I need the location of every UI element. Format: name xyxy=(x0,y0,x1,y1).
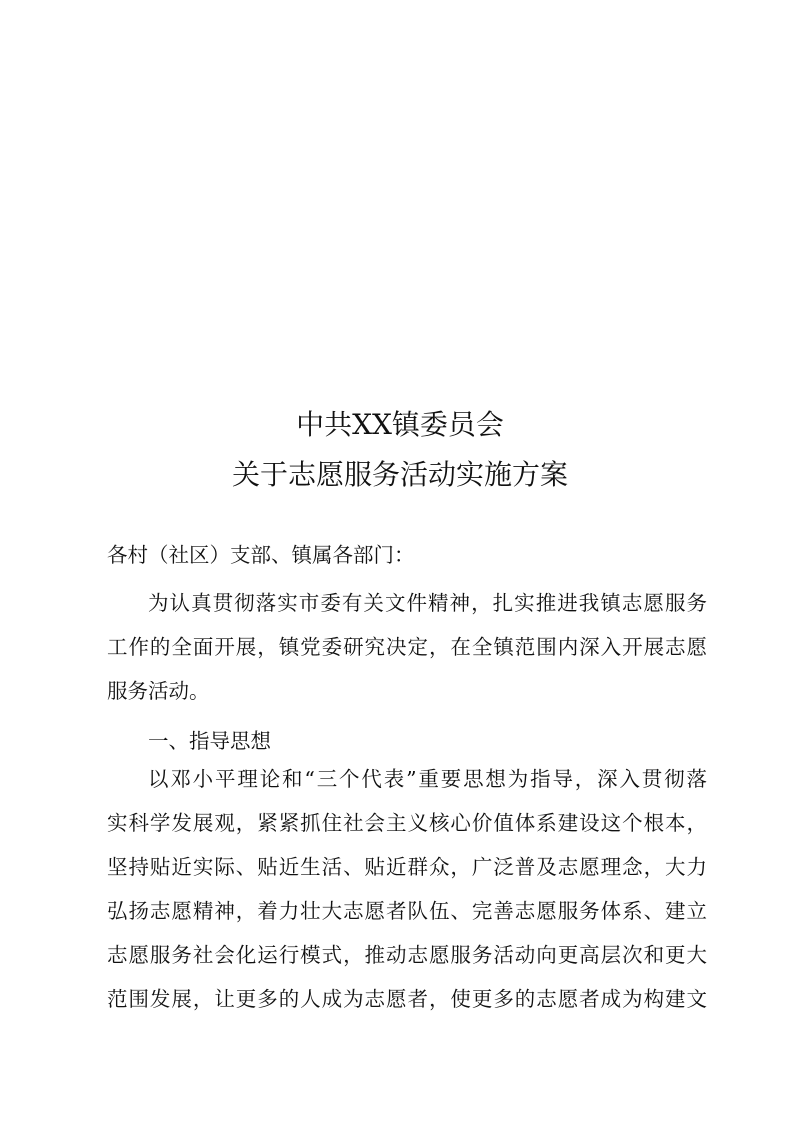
section-heading: 一、指导思想 xyxy=(148,729,271,753)
section-body-line: 范围发展，让更多的人成为志愿者，使更多的志愿者成为构建文 xyxy=(107,987,707,1011)
section-body-line: 坚持贴近实际、贴近生活、贴近群众，广泛普及志愿理念，大力 xyxy=(107,855,707,879)
salutation: 各村（社区）支部、镇属各部门： xyxy=(107,543,415,567)
section-body-line: 以邓小平理论和“三个代表”重要思想为指导，深入贯彻落 xyxy=(148,767,707,791)
intro-line: 工作的全面开展，镇党委研究决定，在全镇范围内深入开展志愿 xyxy=(107,635,707,659)
intro-line: 服务活动。 xyxy=(107,679,210,703)
section-body-line: 志愿服务社会化运行模式，推动志愿服务活动向更高层次和更大 xyxy=(107,943,707,967)
section-body-line: 实科学发展观，紧紧抓住社会主义核心价值体系建设这个根本， xyxy=(107,811,707,835)
section-body-line: 弘扬志愿精神，着力壮大志愿者队伍、完善志愿服务体系、建立 xyxy=(107,899,707,923)
document-title-line-1: 中共XX镇委员会 xyxy=(296,408,504,441)
intro-line: 为认真贯彻落实市委有关文件精神，扎实推进我镇志愿服务 xyxy=(148,591,707,615)
document-title-line-2: 关于志愿服务活动实施方案 xyxy=(231,458,568,491)
